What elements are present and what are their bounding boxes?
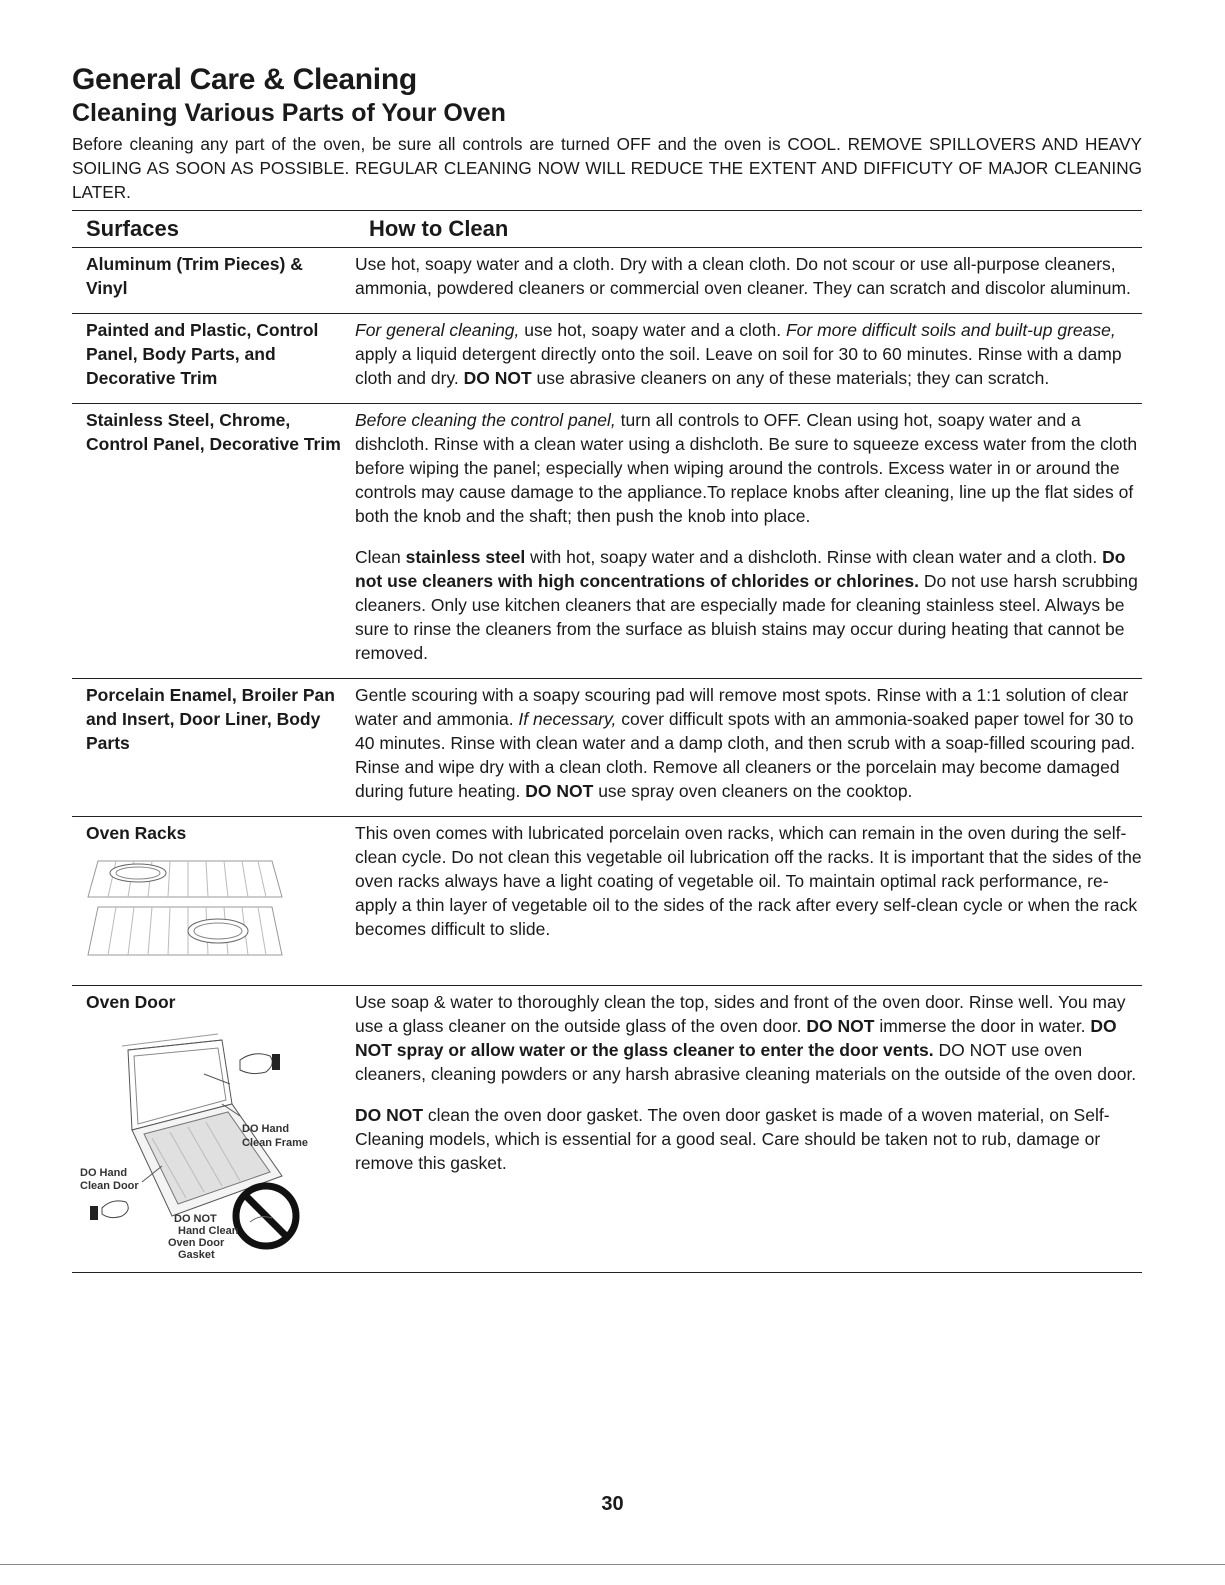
cleaning-instructions: [355, 990, 1142, 1258]
instruction-italic: For more difficult soils and built-up grease,: [785, 320, 1116, 340]
instruction-italic: Before cleaning the control panel,: [355, 410, 616, 430]
instruction-paragraph: [355, 545, 1142, 665]
instruction-paragraph: Use hot, soapy water and a cloth. Dry with a clean cloth. Do not scour or use all-purpose cleaners, ammonia, powdered cleaners or commercial oven cleaner. They can scratch and discolor aluminum.: [355, 254, 1131, 298]
table-header: [72, 211, 1142, 248]
surface-name: Aluminum (Trim Pieces) & Vinyl: [86, 254, 303, 298]
figure-label: Oven Door: [168, 1237, 225, 1249]
figure-label: Clean Door: [80, 1180, 139, 1192]
instruction-text: clean the oven door gasket. The oven door gasket is made of a woven material, on Self-Cleaning models, which is essential for a good seal. Care should be taken not to rub, damage or remove this gasket.: [355, 1105, 1110, 1173]
instruction-bold: DO NOT: [355, 1105, 424, 1125]
oven-racks-illustration: [86, 853, 286, 961]
surface-cell: [72, 990, 355, 1258]
surface-name: Oven Racks: [86, 823, 187, 843]
table-row: [72, 679, 1142, 817]
instruction-text: Gentle scouring with a soapy scouring pad will remove most spots. Rinse with a 1:1 solution of clear water and ammonia.: [355, 685, 1129, 729]
intro-paragraph: Before cleaning any part of the oven, be sure all controls are turned OFF and the oven is COOL. REMOVE SPILLOVERS AND HEAVY SOILING AS SOON AS POSSIBLE. REGULAR CLEANING NOW WILL REDUCE THE EXTENT AND DIFFICUTY OF MAJOR CLEANING LATER.: [72, 134, 1142, 202]
cleaning-instructions: [355, 683, 1142, 803]
instruction-text: Use soap & water to thoroughly clean the top, sides and front of the oven door. Rinse well. You may use a glass cleaner on the outside glass of the oven door.: [355, 992, 1126, 1036]
cleaning-instructions: [355, 408, 1142, 665]
instruction-text: use hot, soapy water and a cloth.: [519, 320, 786, 340]
cleaning-instructions: [355, 252, 1142, 300]
instruction-bold: DO NOT: [806, 1016, 875, 1036]
page-number: 30: [601, 1493, 624, 1515]
cleaning-instructions: [355, 318, 1142, 390]
table-row: [72, 986, 1142, 1273]
instruction-text: DO NOT use oven cleaners, cleaning powders or any harsh abrasive cleaning materials on the outside of the oven door.: [355, 1040, 1137, 1084]
surface-name: Painted and Plastic, Control Panel, Body Parts, and Decorative Trim: [86, 320, 319, 388]
surface-name: Oven Door: [86, 992, 176, 1012]
instruction-paragraph: This oven comes with lubricated porcelain oven racks, which can remain in the oven during the self-clean cycle. Do not clean this vegetable oil lubrication off the racks. It is important that the sides of the oven racks always have a light coating of vegetable oil. To maintain optimal rack performance, re-apply a thin layer of vegetable oil to the sides of the rack after every self-clean cycle or when the rack becomes difficult to slide.: [355, 823, 1142, 939]
oven-door-illustration: [72, 1026, 312, 1258]
column-header-how-to-clean: How to Clean: [369, 216, 509, 241]
surface-name: Stainless Steel, Chrome, Control Panel, Decorative Trim: [86, 410, 341, 454]
instruction-paragraph: [355, 990, 1142, 1086]
table-row: [72, 817, 1142, 986]
instruction-text: turn all controls to OFF. Clean using hot, soapy water and a dishcloth. Rinse with a clean water using a dishcloth. Be sure to squeeze excess water from the cloth before wiping the panel; especially when wiping around the controls. Excess water in or around the controls may cause damage to the appliance.To replace knobs after cleaning, line up the flat sides of both the knob and the shaft; then push the knob into place.: [355, 410, 1138, 526]
instruction-bold: Do not use cleaners with high concentrations of chlorides or chlorines.: [355, 547, 1126, 591]
instruction-bold: DO NOT: [463, 368, 532, 388]
figure-label: Clean Frame: [242, 1137, 309, 1149]
column-header-surfaces: Surfaces: [86, 216, 179, 241]
figure-label: DO NOT: [174, 1213, 217, 1225]
cleaning-instructions: [355, 821, 1142, 961]
figure-label: DO Hand: [80, 1167, 128, 1179]
instruction-paragraph: [355, 683, 1142, 803]
figure-label: Hand Clean: [178, 1225, 239, 1237]
instruction-text: use spray oven cleaners on the cooktop.: [593, 781, 913, 801]
instruction-bold: DO NOT spray or allow water or the glass cleaner to enter the door vents.: [355, 1016, 1117, 1060]
table-row: [72, 404, 1142, 679]
page: [72, 62, 1142, 1273]
figure-label: DO Hand: [242, 1123, 290, 1135]
figure-label: Gasket: [178, 1249, 215, 1258]
sponge-icon: [90, 1201, 128, 1220]
instruction-text: Do not use harsh scrubbing cleaners. Only use kitchen cleaners that are especially made for cleaning stainless steel. Always be sure to rinse the cleaners from the surface as bluish stains may occur during heating that cannot be removed.: [355, 571, 1138, 663]
instruction-text: with hot, soapy water and a dishcloth. Rinse with clean water and a cloth.: [525, 547, 1103, 567]
prohibited-icon: [236, 1186, 296, 1246]
surface-name: Porcelain Enamel, Broiler Pan and Insert, Door Liner, Body Parts: [86, 685, 335, 753]
instruction-italic: For general cleaning,: [355, 320, 520, 340]
instruction-text: cover difficult spots with an ammonia-soaked paper towel for 30 to 40 minutes. Rinse with clean water and a damp cloth, and then scrub with a soap-filled scouring pad. Rinse and wipe dry with a clean cloth. Remove all cleaners or the porcelain may become damaged during future heating.: [355, 709, 1136, 801]
instruction-text: use abrasive cleaners on any of these materials; they can scratch.: [531, 368, 1050, 388]
instruction-bold: DO NOT: [525, 781, 594, 801]
sponge-icon: [240, 1054, 280, 1074]
instruction-text: Clean: [355, 547, 406, 567]
instruction-text: apply a liquid detergent directly onto the soil. Leave on soil for 30 to 60 minutes. Rinse with a damp cloth and dry.: [355, 344, 1122, 388]
instruction-italic: If necessary,: [518, 709, 617, 729]
table-row: [72, 314, 1142, 404]
page-bottom-rule: [0, 1564, 1225, 1565]
instruction-text: immerse the door in water.: [874, 1016, 1091, 1036]
instruction-bold: stainless steel: [405, 547, 526, 567]
page-subtitle: Cleaning Various Parts of Your Oven: [72, 99, 506, 127]
instruction-paragraph: [355, 318, 1142, 390]
instruction-paragraph: [355, 408, 1142, 528]
page-title: General Care & Cleaning: [72, 63, 417, 96]
surface-cell: [72, 821, 355, 961]
table-row: [72, 248, 1142, 314]
cleaning-table: [72, 210, 1142, 1273]
instruction-paragraph: [355, 1103, 1142, 1175]
